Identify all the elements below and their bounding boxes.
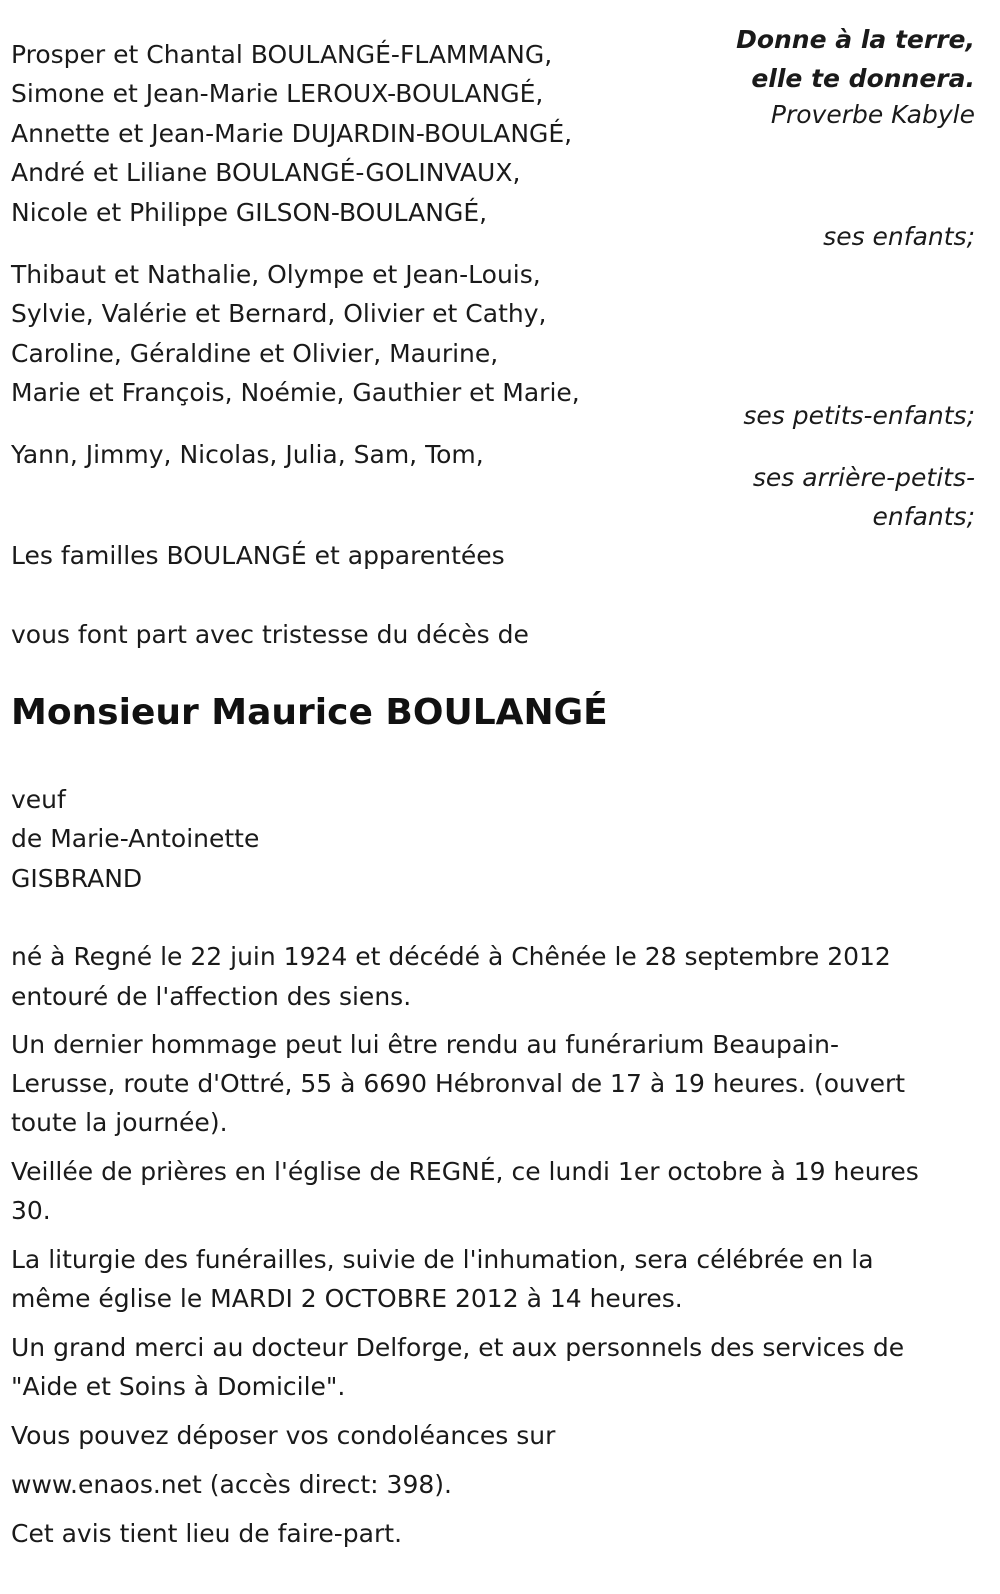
- condolences-link[interactable]: www.enaos.net (accès direct: 398).: [11, 1470, 452, 1499]
- widow-line: veuf: [11, 785, 66, 814]
- quote-line-2: elle te donnera.: [751, 64, 975, 93]
- quote-source: Proverbe Kabyle: [770, 100, 975, 129]
- child-couple: Nicole et Philippe GILSON-BOULANGÉ,: [11, 198, 488, 227]
- funeral-line: même église le MARDI 2 OCTOBRE 2012 à 14 heures.: [11, 1284, 683, 1313]
- vigil-line: Veillée de prières en l'église de REGNÉ, ce lundi 1er octobre à 19 heures: [11, 1157, 919, 1186]
- deceased-name: Monsieur Maurice BOULANGÉ: [11, 692, 608, 733]
- families-line: Les familles BOULANGÉ et apparentées: [11, 541, 505, 570]
- children-label: ses enfants;: [823, 222, 975, 251]
- condolences-line: Vous pouvez déposer vos condoléances sur: [11, 1421, 556, 1450]
- grandchildren-line: Marie et François, Noémie, Gauthier et Marie,: [11, 378, 580, 407]
- closing-line: Cet avis tient lieu de faire-part.: [11, 1519, 403, 1548]
- widow-line: de Marie-Antoinette: [11, 824, 260, 853]
- vigil-line: 30.: [11, 1196, 51, 1225]
- great-grandchildren-label-1: ses arrière-petits-: [752, 463, 975, 492]
- grandchildren-label: ses petits-enfants;: [743, 401, 975, 430]
- grandchildren-line: Thibaut et Nathalie, Olympe et Jean-Louis,: [11, 260, 541, 289]
- great-grandchildren-line: Yann, Jimmy, Nicolas, Julia, Sam, Tom,: [11, 440, 484, 469]
- great-grandchildren-label-2: enfants;: [872, 502, 975, 531]
- child-couple: Simone et Jean-Marie LEROUX-BOULANGÉ,: [11, 79, 544, 108]
- child-couple: André et Liliane BOULANGÉ-GOLINVAUX,: [11, 158, 521, 187]
- child-couple: Annette et Jean-Marie DUJARDIN-BOULANGÉ,: [11, 119, 573, 148]
- grandchildren-line: Caroline, Géraldine et Olivier, Maurine,: [11, 339, 499, 368]
- grandchildren-line: Sylvie, Valérie et Bernard, Olivier et Cathy,: [11, 299, 547, 328]
- visitation-line: Un dernier hommage peut lui être rendu au funérarium Beaupain-: [11, 1030, 839, 1059]
- visitation-line: toute la journée).: [11, 1108, 228, 1137]
- thanks-line: Un grand merci au docteur Delforge, et aux personnels des services de: [11, 1333, 905, 1362]
- birth-death-line: entouré de l'affection des siens.: [11, 982, 412, 1011]
- widow-line: GISBRAND: [11, 864, 143, 893]
- birth-death-line: né à Regné le 22 juin 1924 et décédé à Chênée le 28 septembre 2012: [11, 942, 891, 971]
- child-couple: Prosper et Chantal BOULANGÉ-FLAMMANG,: [11, 40, 553, 69]
- funeral-line: La liturgie des funérailles, suivie de l'inhumation, sera célébrée en la: [11, 1245, 874, 1274]
- announcement-line: vous font part avec tristesse du décès de: [11, 620, 529, 649]
- quote-line-1: Donne à la terre,: [736, 25, 975, 54]
- thanks-line: "Aide et Soins à Domicile".: [11, 1372, 346, 1401]
- visitation-line: Lerusse, route d'Ottré, 55 à 6690 Hébronval de 17 à 19 heures. (ouvert: [11, 1069, 906, 1098]
